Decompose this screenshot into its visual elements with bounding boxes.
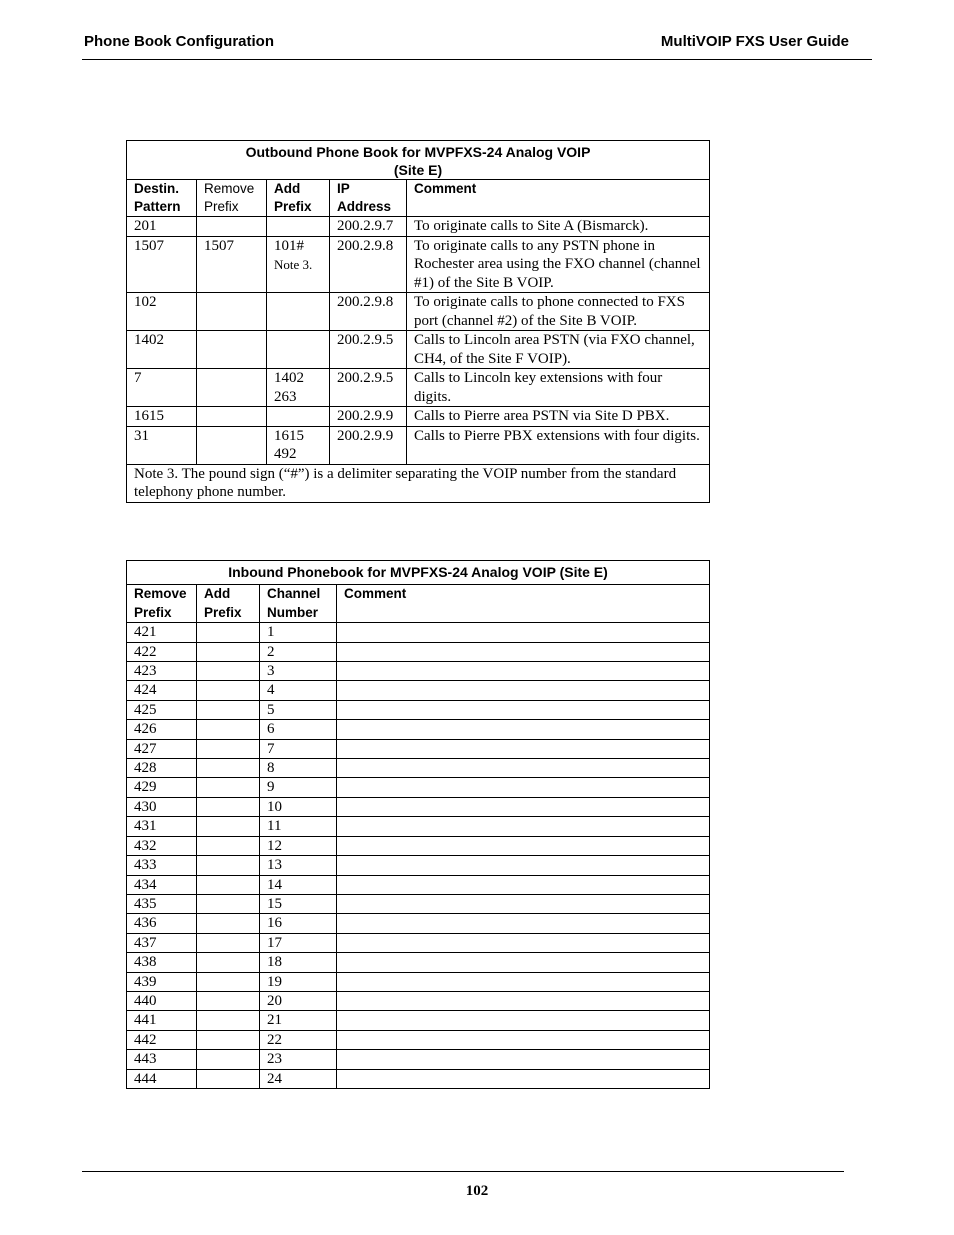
remove-prefix-cell: 441: [127, 1011, 197, 1030]
remove-prefix-cell: 423: [127, 662, 197, 681]
note-row: [127, 464, 710, 502]
comment-cell: Calls to Lincoln area PSTN (via FXO channel, CH4, of the Site F VOIP).: [407, 331, 710, 369]
add-prefix-line: 492: [274, 446, 297, 462]
table-title: Inbound Phonebook for MVPFXS-24 Analog VOIP (Site E): [127, 561, 710, 585]
remove-prefix-cell: [197, 426, 267, 464]
comment-cell: [337, 836, 710, 855]
add-prefix-line: Note 3.: [274, 257, 313, 272]
table-row: [127, 914, 710, 933]
add-prefix-cell: [197, 778, 260, 797]
remove-prefix-cell: 432: [127, 836, 197, 855]
table-row: [127, 681, 710, 700]
table-row: [127, 991, 710, 1010]
add-prefix-cell: [267, 236, 330, 293]
ip-address-cell: 200.2.9.9: [330, 407, 407, 427]
channel-number-cell: 18: [260, 953, 337, 972]
channel-number-cell: 11: [260, 817, 337, 836]
remove-prefix-cell: 437: [127, 933, 197, 952]
channel-number-cell: 14: [260, 875, 337, 894]
channel-number-cell: 24: [260, 1069, 337, 1088]
table-title: [127, 141, 710, 180]
column-header: [260, 585, 337, 623]
remove-prefix-cell: 426: [127, 720, 197, 739]
add-prefix-cell: [197, 817, 260, 836]
add-prefix-cell: [197, 642, 260, 661]
add-prefix-cell: [197, 953, 260, 972]
table-row: [127, 662, 710, 681]
ip-address-cell: 200.2.9.9: [330, 426, 407, 464]
add-prefix-cell: [197, 739, 260, 758]
table-row: [127, 1050, 710, 1069]
page-number: 102: [465, 1183, 489, 1199]
column-header-text: Remove: [204, 181, 255, 196]
column-header: [127, 585, 197, 623]
destin-pattern-cell: 1402: [127, 331, 197, 369]
add-prefix-cell: [197, 623, 260, 642]
add-prefix-cell: [197, 1050, 260, 1069]
column-header-text: Add: [274, 181, 301, 196]
remove-prefix-cell: 421: [127, 623, 197, 642]
destin-pattern-cell: 7: [127, 369, 197, 407]
add-prefix-line: 101#: [274, 237, 304, 254]
comment-cell: [337, 1011, 710, 1030]
table-title-line: (Site E): [393, 162, 443, 178]
table-caption-row: [127, 561, 710, 585]
table-row: [127, 797, 710, 816]
column-header-text: Destin.: [134, 181, 180, 196]
add-prefix-cell: [197, 700, 260, 719]
comment-cell: [337, 894, 710, 913]
table-row: [127, 933, 710, 952]
remove-prefix-cell: 439: [127, 972, 197, 991]
channel-number-cell: 4: [260, 681, 337, 700]
column-header-text: Channel: [267, 586, 321, 602]
add-prefix-cell: [197, 720, 260, 739]
add-prefix-cell: [197, 1069, 260, 1088]
column-header-text: Remove: [134, 586, 187, 602]
add-prefix-cell: [197, 856, 260, 875]
table-row: [127, 236, 710, 293]
table-row: [127, 1011, 710, 1030]
add-prefix-cell: [197, 759, 260, 778]
column-header: [330, 180, 407, 217]
comment-cell: [337, 1069, 710, 1088]
channel-number-cell: 23: [260, 1050, 337, 1069]
add-prefix-cell: [267, 217, 330, 237]
table-row: [127, 875, 710, 894]
add-prefix-line: 1402: [274, 370, 304, 386]
table-row: [127, 759, 710, 778]
inbound-phonebook-table: [126, 560, 710, 1089]
remove-prefix-cell: [197, 217, 267, 237]
destin-pattern-cell: 201: [127, 217, 197, 237]
remove-prefix-cell: 444: [127, 1069, 197, 1088]
channel-number-cell: 21: [260, 1011, 337, 1030]
remove-prefix-cell: 422: [127, 642, 197, 661]
table-caption-row: [127, 141, 710, 180]
add-prefix-cell: [197, 797, 260, 816]
remove-prefix-cell: 438: [127, 953, 197, 972]
add-prefix-cell: [267, 426, 330, 464]
comment-cell: [337, 1030, 710, 1049]
column-header-text: Comment: [344, 586, 407, 602]
table-row: [127, 700, 710, 719]
table-row: [127, 642, 710, 661]
add-prefix-cell: [267, 407, 330, 427]
comment-cell: To originate calls to any PSTN phone in Rochester area using the FXO channel (channel #1) of the Site B VOIP.: [407, 236, 710, 293]
comment-cell: To originate calls to phone connected to FXS port (channel #2) of the Site B VOIP.: [407, 293, 710, 331]
comment-cell: Calls to Pierre area PSTN via Site D PBX.: [407, 407, 710, 427]
remove-prefix-cell: 435: [127, 894, 197, 913]
ip-address-cell: 200.2.9.5: [330, 369, 407, 407]
comment-cell: [337, 739, 710, 758]
table-row: [127, 836, 710, 855]
add-prefix-cell: [267, 369, 330, 407]
comment-cell: To originate calls to Site A (Bismarck).: [407, 217, 710, 237]
channel-number-cell: 13: [260, 856, 337, 875]
header-section-title: Phone Book Configuration: [84, 33, 274, 50]
column-header-text: Address: [337, 199, 392, 214]
channel-number-cell: 2: [260, 642, 337, 661]
add-prefix-cell: [197, 972, 260, 991]
channel-number-cell: 12: [260, 836, 337, 855]
remove-prefix-cell: [197, 293, 267, 331]
column-header-row: [127, 180, 710, 217]
comment-cell: [337, 720, 710, 739]
add-prefix-cell: [267, 331, 330, 369]
remove-prefix-cell: 434: [127, 875, 197, 894]
remove-prefix-cell: 427: [127, 739, 197, 758]
add-prefix-cell: [197, 933, 260, 952]
add-prefix-line: 1615: [274, 427, 304, 444]
remove-prefix-cell: 440: [127, 991, 197, 1010]
channel-number-cell: 10: [260, 797, 337, 816]
column-header-text: Prefix: [134, 604, 172, 620]
destin-pattern-cell: 31: [127, 426, 197, 464]
column-header: [337, 585, 710, 623]
remove-prefix-cell: 433: [127, 856, 197, 875]
comment-cell: [337, 933, 710, 952]
comment-cell: [337, 623, 710, 642]
channel-number-cell: 1: [260, 623, 337, 642]
table-row: [127, 720, 710, 739]
comment-cell: [337, 856, 710, 875]
remove-prefix-cell: 428: [127, 759, 197, 778]
comment-cell: [337, 991, 710, 1010]
table-title-line: Outbound Phone Book for MVPFXS-24 Analog VOIP: [245, 144, 591, 160]
ip-address-cell: 200.2.9.8: [330, 236, 407, 293]
remove-prefix-cell: [197, 407, 267, 427]
column-header: [197, 585, 260, 623]
column-header-text: Prefix: [204, 199, 239, 214]
comment-cell: [337, 1050, 710, 1069]
add-prefix-line: 263: [274, 388, 297, 405]
table-row: [127, 407, 710, 427]
channel-number-cell: 16: [260, 914, 337, 933]
table-row: [127, 217, 710, 237]
table-row: [127, 293, 710, 331]
column-header-text: Add: [204, 586, 231, 602]
table-row: [127, 1069, 710, 1088]
remove-prefix-cell: 431: [127, 817, 197, 836]
table-row: [127, 426, 710, 464]
comment-cell: [337, 681, 710, 700]
footer-divider: [82, 1171, 844, 1172]
column-header-text: IP: [337, 181, 350, 196]
table-row: [127, 856, 710, 875]
table-row: [127, 739, 710, 758]
comment-cell: Calls to Lincoln key extensions with four digits.: [407, 369, 710, 407]
channel-number-cell: 7: [260, 739, 337, 758]
table-row: [127, 972, 710, 991]
comment-cell: [337, 759, 710, 778]
comment-cell: [337, 662, 710, 681]
column-header: [127, 180, 197, 217]
ip-address-cell: 200.2.9.7: [330, 217, 407, 237]
table-row: [127, 623, 710, 642]
column-header: [197, 180, 267, 217]
add-prefix-cell: [197, 875, 260, 894]
channel-number-cell: 3: [260, 662, 337, 681]
remove-prefix-cell: [197, 369, 267, 407]
channel-number-cell: 22: [260, 1030, 337, 1049]
remove-prefix-cell: 1507: [197, 236, 267, 293]
remove-prefix-cell: 425: [127, 700, 197, 719]
column-header: [267, 180, 330, 217]
comment-cell: [337, 778, 710, 797]
column-header-text: Pattern: [134, 199, 181, 214]
comment-cell: [337, 797, 710, 816]
comment-cell: [337, 875, 710, 894]
ip-address-cell: 200.2.9.8: [330, 293, 407, 331]
destin-pattern-cell: 102: [127, 293, 197, 331]
add-prefix-cell: [197, 681, 260, 700]
comment-cell: Calls to Pierre PBX extensions with four digits.: [407, 426, 710, 464]
column-header-text: Number: [267, 604, 319, 620]
destin-pattern-cell: 1615: [127, 407, 197, 427]
table-row: [127, 369, 710, 407]
remove-prefix-cell: 424: [127, 681, 197, 700]
add-prefix-cell: [197, 914, 260, 933]
add-prefix-cell: [197, 1030, 260, 1049]
comment-cell: [337, 953, 710, 972]
remove-prefix-cell: 443: [127, 1050, 197, 1069]
add-prefix-cell: [197, 662, 260, 681]
destin-pattern-cell: 1507: [127, 236, 197, 293]
column-header: [407, 180, 710, 217]
comment-cell: [337, 700, 710, 719]
outbound-phonebook-table: [126, 140, 710, 503]
header-divider: [82, 59, 872, 60]
channel-number-cell: 9: [260, 778, 337, 797]
channel-number-cell: 6: [260, 720, 337, 739]
column-header-text: Prefix: [204, 604, 242, 620]
remove-prefix-cell: 442: [127, 1030, 197, 1049]
remove-prefix-cell: 429: [127, 778, 197, 797]
table-row: [127, 1030, 710, 1049]
ip-address-cell: 200.2.9.5: [330, 331, 407, 369]
table-row: [127, 778, 710, 797]
table-note: Note 3. The pound sign (“#”) is a delimiter separating the VOIP number from the standard telephony phone number.: [127, 464, 710, 502]
header-guide-title: MultiVOIP FXS User Guide: [660, 33, 849, 50]
remove-prefix-cell: 436: [127, 914, 197, 933]
channel-number-cell: 17: [260, 933, 337, 952]
add-prefix-cell: [197, 991, 260, 1010]
table-row: [127, 953, 710, 972]
add-prefix-cell: [197, 1011, 260, 1030]
table-row: [127, 894, 710, 913]
column-header-text: Prefix: [274, 199, 312, 214]
channel-number-cell: 19: [260, 972, 337, 991]
channel-number-cell: 8: [260, 759, 337, 778]
comment-cell: [337, 972, 710, 991]
table-row: [127, 331, 710, 369]
remove-prefix-cell: 430: [127, 797, 197, 816]
channel-number-cell: 20: [260, 991, 337, 1010]
comment-cell: [337, 642, 710, 661]
table-row: [127, 817, 710, 836]
column-header-text: Comment: [414, 181, 477, 196]
channel-number-cell: 15: [260, 894, 337, 913]
add-prefix-cell: [267, 293, 330, 331]
add-prefix-cell: [197, 894, 260, 913]
channel-number-cell: 5: [260, 700, 337, 719]
column-header-row: [127, 585, 710, 623]
comment-cell: [337, 817, 710, 836]
comment-cell: [337, 914, 710, 933]
add-prefix-cell: [197, 836, 260, 855]
remove-prefix-cell: [197, 331, 267, 369]
